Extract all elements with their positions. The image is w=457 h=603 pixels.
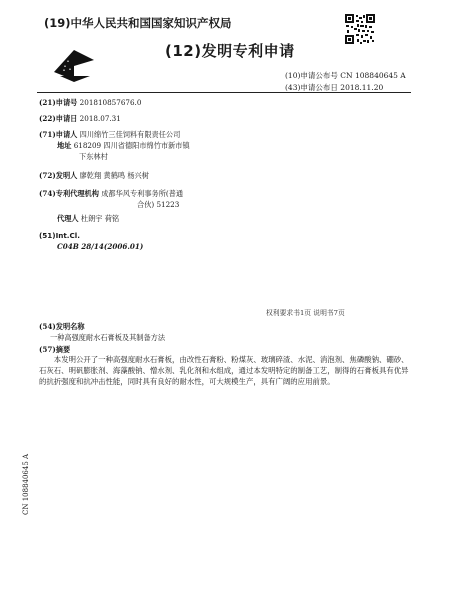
inventors: (72)发明人 廖乾翔 黄鹤鸣 杨兴树: [39, 171, 149, 180]
int-cl-value: C04B 28/14(2006.01): [57, 242, 144, 251]
patent-agency-cont: 合伙) 51223: [137, 200, 180, 209]
side-publication-code: CN 108840645 A: [22, 453, 30, 515]
applicant-address: 地址 618209 四川省德阳市绵竹市新市镇: [57, 141, 190, 150]
page-count: 权利要求书1页 说明书7页: [266, 309, 345, 317]
int-cl-label: (51)Int.Cl.: [39, 231, 80, 240]
publication-date-line: (43)申请公布日 2018.11.20: [285, 83, 384, 92]
patent-agent: 代理人 杜朗宇 荷铭: [57, 214, 120, 223]
header-divider: [37, 92, 411, 93]
qr-code: [345, 14, 375, 44]
abstract-text: 本发明公开了一种高强度耐水石膏板，由改性石膏粉、粉煤灰、玻璃碎渣、水泥、消泡剂、焦磷酸钠、硼砂、石灰石、明矾膨胀剂、海藻酸钠、憎水剂、乳化剂和水组成，通过本发明特定的制备工艺，制得的石膏板具有优异的抗折强度和抗冲击性能，同时具有良好的耐水性，可大规模生产，具有广阔的应用前景。: [39, 355, 409, 386]
invention-title: 一种高强度耐水石膏板及其制备方法: [50, 333, 166, 342]
applicant: (71)申请人 四川绵竹三佳饲料有限责任公司: [39, 130, 181, 139]
filing-date: (22)申请日 2018.07.31: [39, 114, 121, 123]
applicant-address-cont: 下东林村: [79, 152, 108, 161]
application-number: (21)申请号 201810857676.0: [39, 98, 142, 107]
publication-number-line: (10)申请公布号 CN 108840645 A: [285, 71, 406, 80]
abstract-label: (57)摘要: [39, 345, 71, 354]
patent-agency: (74)专利代理机构 成都华风专利事务所(普通: [39, 189, 184, 198]
issuing-office: (19)中华人民共和国国家知识产权局: [44, 16, 232, 30]
document-type: (12)发明专利申请: [165, 42, 295, 60]
cnipa-logo: [52, 40, 96, 84]
invention-title-label: (54)发明名称: [39, 322, 85, 331]
